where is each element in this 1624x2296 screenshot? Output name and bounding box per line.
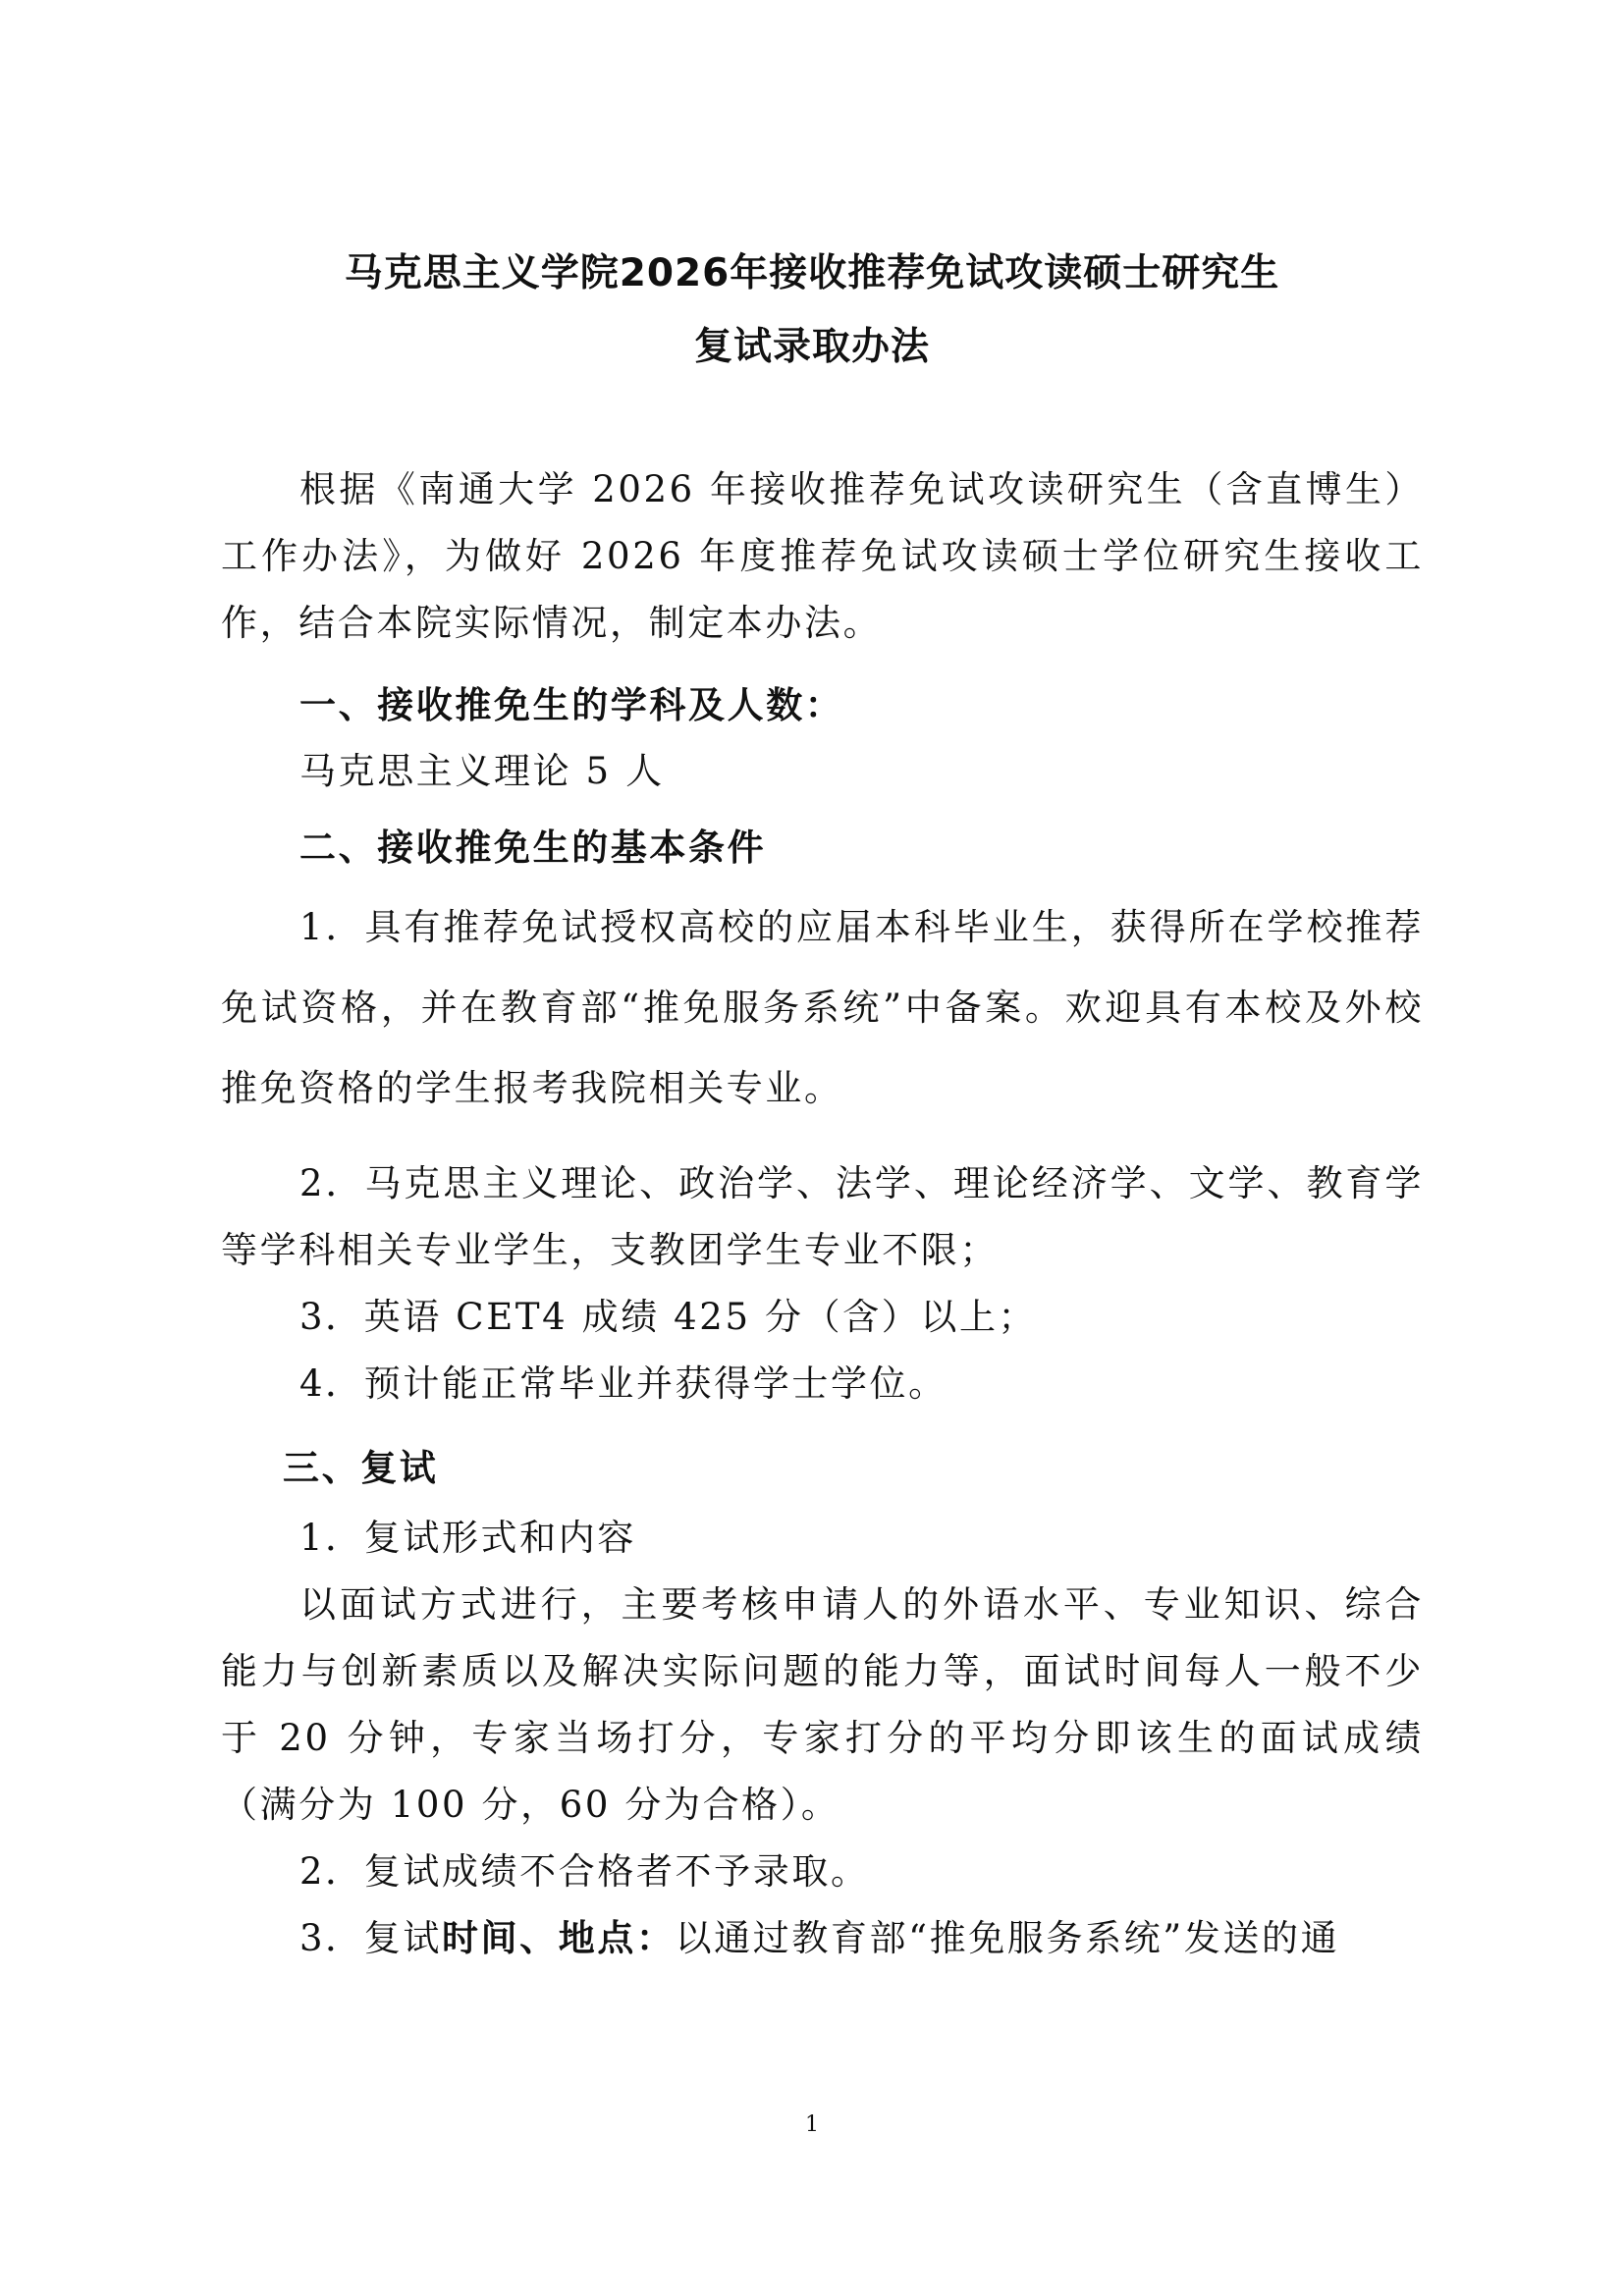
- section3-heading: 三、复试: [283, 1447, 439, 1489]
- retest-time-rest: 以通过教育部“推免服务系统”发送的通: [675, 1917, 1340, 1959]
- condition-item-4: 4．预计能正常毕业并获得学士学位。: [299, 1362, 947, 1405]
- retest-form-paragraph: 以面试方式进行，主要考核申请人的外语水平、专业知识、综合能力与创新素质以及解决实际问题的能力等，面试时间每人一般不少于 20 分钟，专家当场打分，专家打分的平均分即该生的面试成绩（满分为 100 分，60 分为合格）。: [221, 1583, 1424, 1826]
- page-number: 1: [805, 2112, 819, 2137]
- condition-item-1: 1．具有推荐免试授权高校的应届本科毕业生，获得所在学校推荐免试资格，并在教育部“推免服务系统”中备案。欢迎具有本校及外校推免资格的学生报考我院相关专业。: [221, 906, 1424, 1109]
- document-title: 马克思主义学院2026年接收推荐免试攻读硕士研究生: [344, 251, 1280, 295]
- retest-time-place: [299, 1905, 1339, 1972]
- condition-item-3: 3．英语 CET4 成绩 425 分（含）以上；: [299, 1296, 1038, 1338]
- retest-fail-rule: 2．复试成绩不合格者不予录取。: [299, 1850, 870, 1893]
- section1-heading: 一、接收推免生的学科及人数：: [299, 684, 844, 726]
- condition-item-2: 2．马克思主义理论、政治学、法学、理论经济学、文学、教育学等学科相关专业学生，支教团学生专业不限；: [221, 1162, 1424, 1271]
- section2-heading: 二、接收推免生的基本条件: [299, 827, 767, 869]
- section1-content: 马克思主义理论 5 人: [299, 750, 665, 792]
- document-subtitle: 复试录取办法: [693, 325, 930, 369]
- retest-time-bold: 时间、地点：: [441, 1917, 676, 1959]
- retest-time-prefix: 3．复试: [299, 1917, 442, 1959]
- intro-paragraph: 根据《南通大学 2026 年接收推荐免试攻读研究生（含直博生）工作办法》，为做好 2026 年度推荐免试攻读硕士学位研究生接收工作，结合本院实际情况，制定本办法。: [221, 468, 1424, 644]
- retest-form-heading: 1．复试形式和内容: [299, 1517, 636, 1559]
